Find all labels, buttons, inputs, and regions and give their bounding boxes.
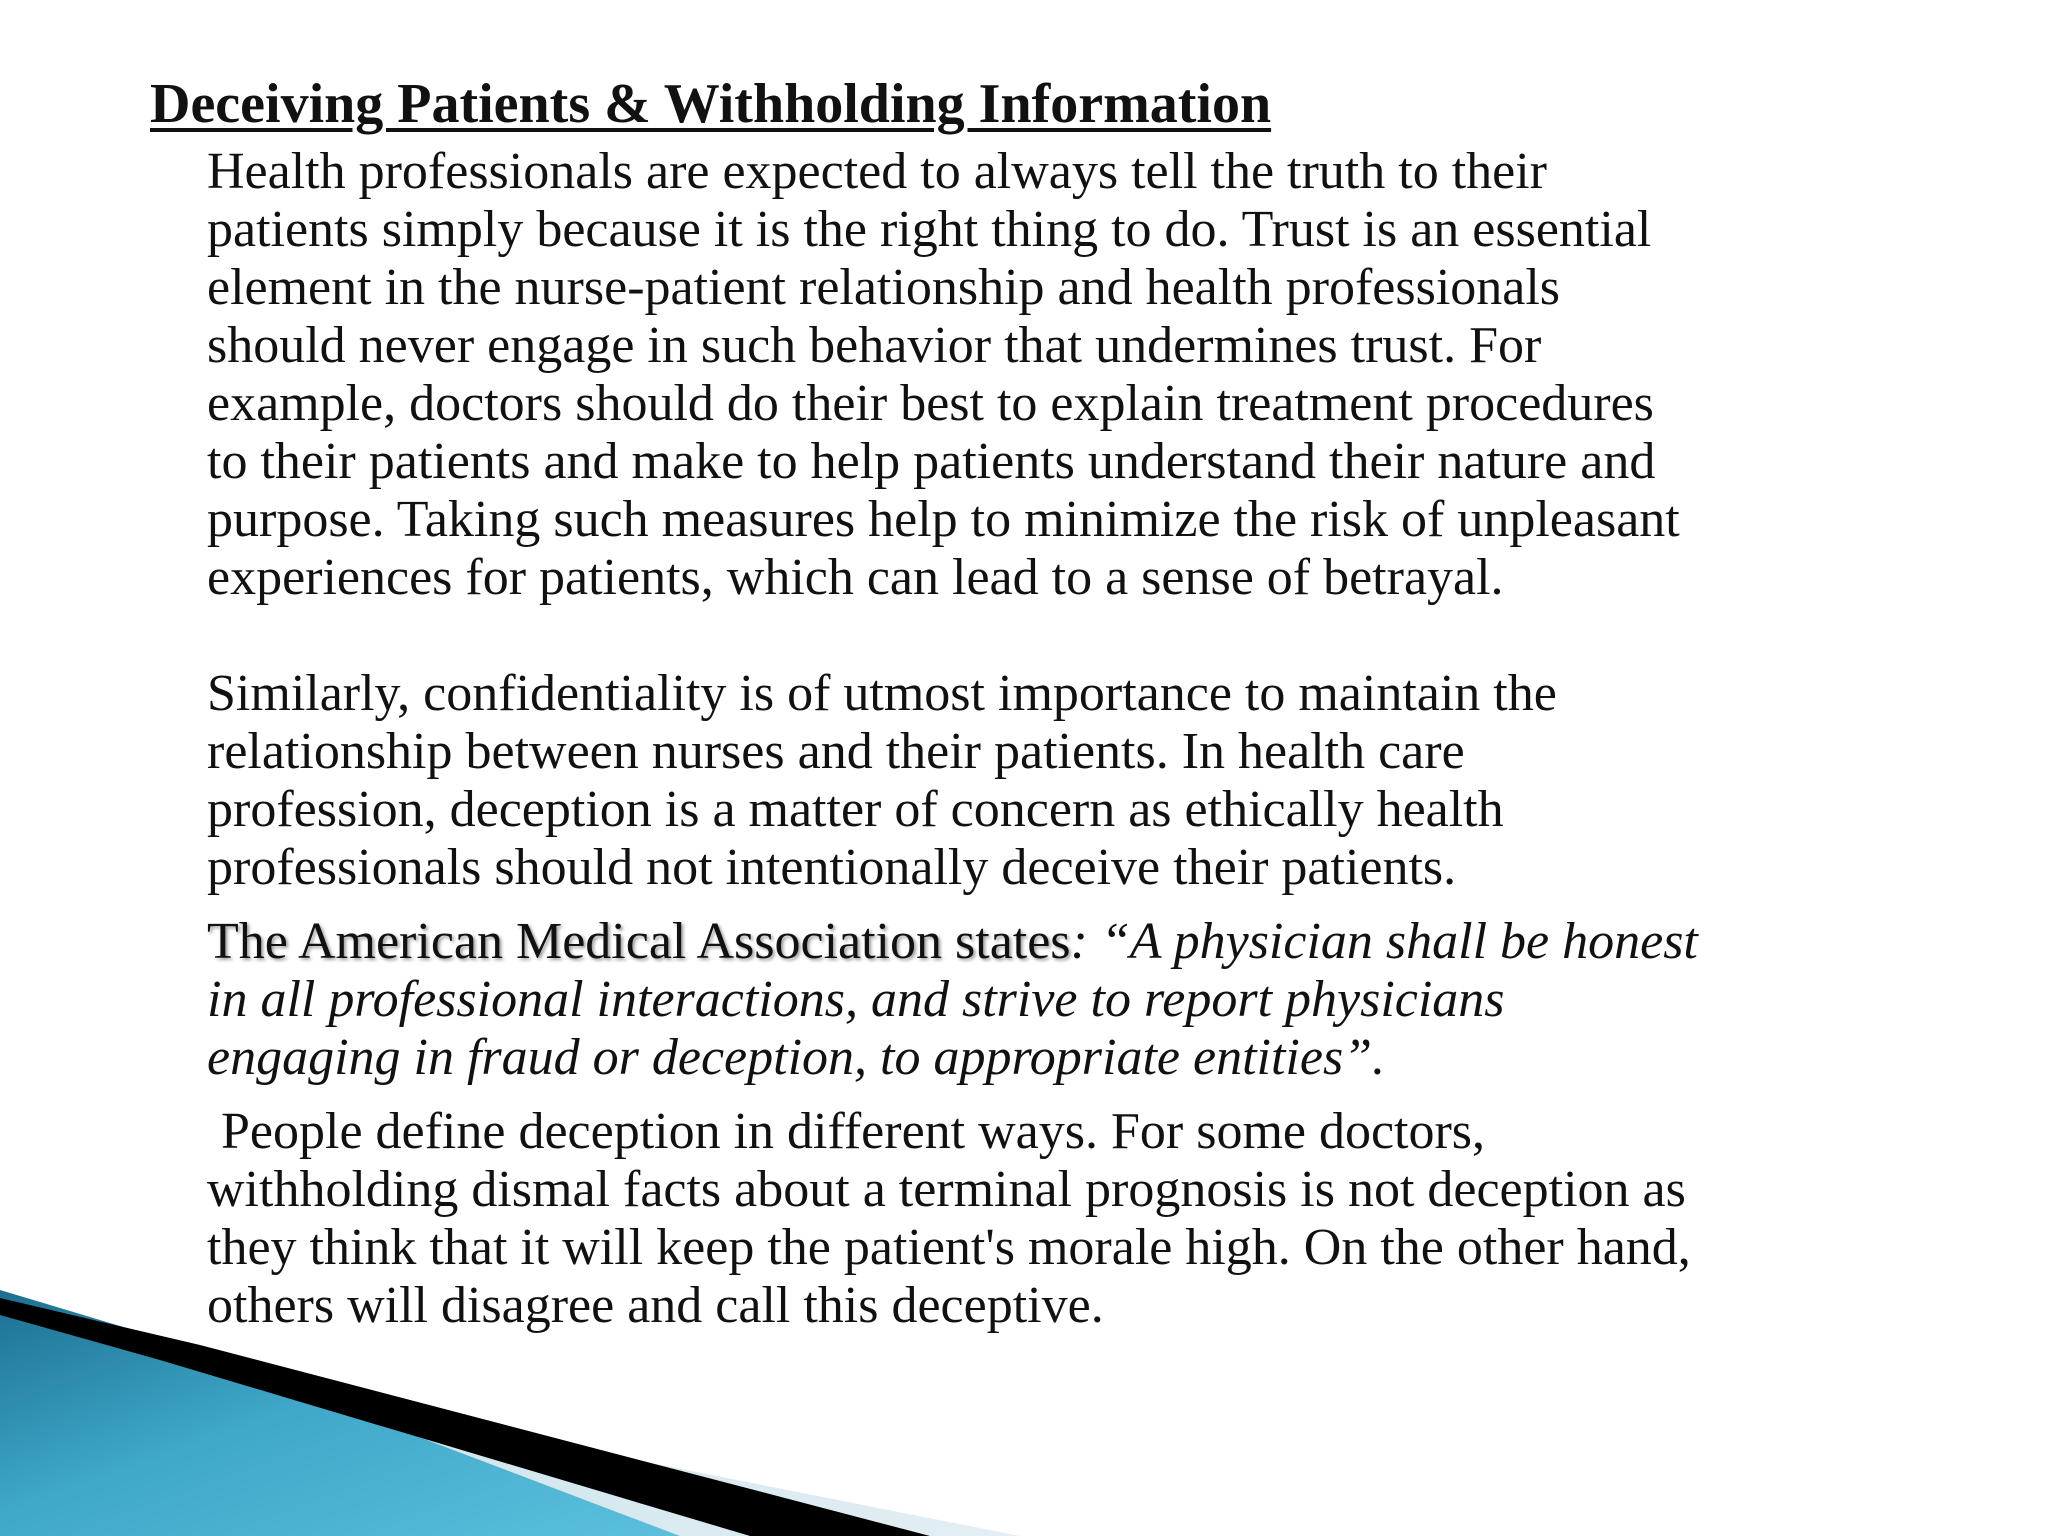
text-line: others will disagree and call this deceptive.: [207, 1277, 1104, 1334]
text-line: profession, deception is a matter of concern as ethically health: [207, 781, 1504, 838]
paragraph-ama-quote: [207, 913, 1947, 1087]
quote-line: in all professional interactions, and strive to report physicians: [207, 971, 1505, 1028]
paragraph-definitions: [207, 1103, 1947, 1335]
paragraph-confidentiality: [207, 665, 1947, 897]
quote-line: engaging in fraud or deception, to appropriate entities”.: [207, 1029, 1386, 1086]
text-line: patients simply because it is the right thing to do. Trust is an essential: [207, 201, 1652, 258]
text-line: should never engage in such behavior that undermines trust. For: [207, 317, 1542, 374]
text-line: professionals should not intentionally deceive their patients.: [207, 839, 1457, 896]
text-line-content: People define deception in different ways. For some doctors,: [221, 1103, 1486, 1160]
text-line: withholding dismal facts about a terminal prognosis is not deception as: [207, 1161, 1686, 1218]
paragraph-truth-telling: [207, 143, 1947, 607]
text-line: to their patients and make to help patients understand their nature and: [207, 433, 1656, 490]
quote-first-line: [207, 913, 1947, 971]
slide-body: [207, 143, 1947, 1335]
text-line: purpose. Taking such measures help to minimize the risk of unpleasant: [207, 491, 1680, 548]
text-line: [207, 1103, 1947, 1161]
text-line: element in the nurse-patient relationship and health professionals: [207, 259, 1561, 316]
text-line: Similarly, confidentiality is of utmost importance to maintain the: [207, 665, 1557, 722]
text-line: experiences for patients, which can lead to a sense of betrayal.: [207, 549, 1504, 606]
quote-source: The American Medical Association states: [207, 913, 1071, 970]
paragraph-spacer: [207, 897, 1947, 913]
text-line: example, doctors should do their best to explain treatment procedures: [207, 375, 1654, 432]
quote-lead: : “A physician shall be honest: [1070, 913, 1698, 970]
text-line: they think that it will keep the patient's morale high. On the other hand,: [207, 1219, 1691, 1276]
text-line: Health professionals are expected to always tell the truth to their: [207, 143, 1547, 200]
paragraph-spacer: [207, 1087, 1947, 1103]
text-line: relationship between nurses and their patients. In health care: [207, 723, 1465, 780]
paragraph-spacer: [207, 607, 1947, 665]
slide-title: Deceiving Patients & Withholding Information: [150, 73, 1272, 135]
